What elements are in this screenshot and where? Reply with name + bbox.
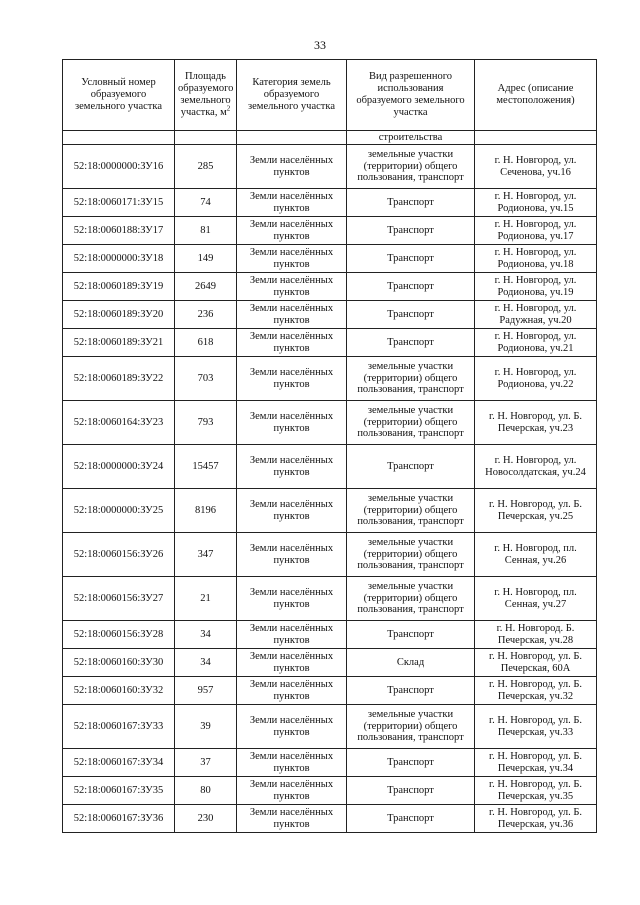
cell-category: Земли населённых пунктов bbox=[237, 245, 347, 273]
cell-category: Земли населённых пунктов bbox=[237, 577, 347, 621]
cell-address: г. Н. Новгород, ул. Родионова, уч.21 bbox=[475, 329, 597, 357]
cell-category: Земли населённых пунктов bbox=[237, 705, 347, 749]
cell-use: Транспорт bbox=[347, 329, 475, 357]
cell-area: 34 bbox=[175, 649, 237, 677]
table-row bbox=[63, 805, 597, 833]
cell-category: Земли населённых пунктов bbox=[237, 217, 347, 245]
cell-number: 52:18:0060156:ЗУ26 bbox=[63, 533, 175, 577]
cell-use: Склад bbox=[347, 649, 475, 677]
cell-category: Земли населённых пунктов bbox=[237, 677, 347, 705]
cell-use: Транспорт bbox=[347, 245, 475, 273]
cell-use: Транспорт bbox=[347, 189, 475, 217]
cell-category: Земли населённых пунктов bbox=[237, 621, 347, 649]
table-row bbox=[63, 649, 597, 677]
cell-category: Земли населённых пунктов bbox=[237, 301, 347, 329]
cell-address: г. Н. Новгород, ул. Б. Печерская, уч.23 bbox=[475, 401, 597, 445]
cell-area: 285 bbox=[175, 145, 237, 189]
cell-address: г. Н. Новгород, ул. Б. Печерская, уч.35 bbox=[475, 777, 597, 805]
cell-address: г. Н. Новгород, пл. Сенная, уч.27 bbox=[475, 577, 597, 621]
cell-category: Земли населённых пунктов bbox=[237, 805, 347, 833]
cell-address: г. Н. Новгород, ул. Б. Печерская, уч.34 bbox=[475, 749, 597, 777]
cell-area: 793 bbox=[175, 401, 237, 445]
cell-number: 52:18:0060167:ЗУ34 bbox=[63, 749, 175, 777]
cell-number: 52:18:0060167:ЗУ33 bbox=[63, 705, 175, 749]
cell-category: Земли населённых пунктов bbox=[237, 777, 347, 805]
cell-address: г. Н. Новгород, ул. Б. Печерская, уч.25 bbox=[475, 489, 597, 533]
cell-area: 15457 bbox=[175, 445, 237, 489]
cell-area: 81 bbox=[175, 217, 237, 245]
cell-area: 230 bbox=[175, 805, 237, 833]
cell-use: земельные участки (территории) общего пользования, транспорт bbox=[347, 401, 475, 445]
cell-number: 52:18:0000000:ЗУ25 bbox=[63, 489, 175, 533]
table-row bbox=[63, 189, 597, 217]
cell-area: 80 bbox=[175, 777, 237, 805]
header-number: Условный номер образуемого земельного участка bbox=[63, 60, 175, 131]
cell-address: г. Н. Новгород, ул. Родионова, уч.17 bbox=[475, 217, 597, 245]
header-use: Вид разрешенного использования образуемого земельного участка bbox=[347, 60, 475, 131]
table-row bbox=[63, 677, 597, 705]
cell-area: 149 bbox=[175, 245, 237, 273]
cell-area: 37 bbox=[175, 749, 237, 777]
cell-number: 52:18:0060167:ЗУ36 bbox=[63, 805, 175, 833]
table-row bbox=[63, 489, 597, 533]
cell-category: Земли населённых пунктов bbox=[237, 273, 347, 301]
cell-area: 703 bbox=[175, 357, 237, 401]
land-plots-table bbox=[62, 59, 597, 833]
cell-use: земельные участки (территории) общего пользования, транспорт bbox=[347, 705, 475, 749]
cell-address: г. Н. Новгород, ул. Родионова, уч.15 bbox=[475, 189, 597, 217]
cell-address: г. Н. Новгород, ул. Б. Печерская, уч.32 bbox=[475, 677, 597, 705]
cell-category: Земли населённых пунктов bbox=[237, 749, 347, 777]
cell-number: 52:18:0060160:ЗУ32 bbox=[63, 677, 175, 705]
cell-number: 52:18:0060156:ЗУ27 bbox=[63, 577, 175, 621]
cell-address: г. Н. Новгород, ул. Сеченова, уч.16 bbox=[475, 145, 597, 189]
cell-address: г. Н. Новгород, ул. Родионова, уч.19 bbox=[475, 273, 597, 301]
cell-use: Транспорт bbox=[347, 273, 475, 301]
cell-category: Земли населённых пунктов bbox=[237, 145, 347, 189]
cell-address bbox=[475, 131, 597, 145]
header-category: Категория земель образуемого земельного участка bbox=[237, 60, 347, 131]
cell-number: 52:18:0060189:ЗУ19 bbox=[63, 273, 175, 301]
cell-address: г. Н. Новгород, ул. Родионова, уч.22 bbox=[475, 357, 597, 401]
cell-address: г. Н. Новгород, ул. Б. Печерская, уч.36 bbox=[475, 805, 597, 833]
cell-area: 347 bbox=[175, 533, 237, 577]
table-row bbox=[63, 533, 597, 577]
cell-use: строительства bbox=[347, 131, 475, 145]
cell-area: 74 bbox=[175, 189, 237, 217]
cell-address: г. Н. Новгород, ул. Радужная, уч.20 bbox=[475, 301, 597, 329]
cell-address: г. Н. Новгород, ул. Б. Печерская, 60А bbox=[475, 649, 597, 677]
cell-category: Земли населённых пунктов bbox=[237, 445, 347, 489]
cell-area bbox=[175, 131, 237, 145]
header-area bbox=[175, 60, 237, 131]
cell-area: 2649 bbox=[175, 273, 237, 301]
table-row bbox=[63, 245, 597, 273]
cell-use: Транспорт bbox=[347, 677, 475, 705]
cell-category: Земли населённых пунктов bbox=[237, 401, 347, 445]
cell-category: Земли населённых пунктов bbox=[237, 533, 347, 577]
cell-use: Транспорт bbox=[347, 805, 475, 833]
cell-use: Транспорт bbox=[347, 749, 475, 777]
cell-category: Земли населённых пунктов bbox=[237, 489, 347, 533]
cell-use: земельные участки (территории) общего пользования, транспорт bbox=[347, 357, 475, 401]
cell-category bbox=[237, 131, 347, 145]
cell-number: 52:18:0060189:ЗУ21 bbox=[63, 329, 175, 357]
cell-area: 236 bbox=[175, 301, 237, 329]
header-address: Адрес (описание местоположения) bbox=[475, 60, 597, 131]
cell-category: Земли населённых пунктов bbox=[237, 329, 347, 357]
cell-address: г. Н. Новгород, ул. Новосолдатская, уч.24 bbox=[475, 445, 597, 489]
cell-address: г. Н. Новгород, пл. Сенная, уч.26 bbox=[475, 533, 597, 577]
table-row bbox=[63, 445, 597, 489]
cell-category: Земли населённых пунктов bbox=[237, 357, 347, 401]
cell-area: 618 bbox=[175, 329, 237, 357]
table-row bbox=[63, 273, 597, 301]
table-header-row bbox=[63, 60, 597, 131]
cell-area: 8196 bbox=[175, 489, 237, 533]
cell-number: 52:18:0060167:ЗУ35 bbox=[63, 777, 175, 805]
page-number: 33 bbox=[314, 38, 326, 52]
cell-address: г. Н. Новгород. Б. Печерская, уч.28 bbox=[475, 621, 597, 649]
cell-use: Транспорт bbox=[347, 445, 475, 489]
cell-use: Транспорт bbox=[347, 217, 475, 245]
cell-use: земельные участки (территории) общего пользования, транспорт bbox=[347, 489, 475, 533]
table-row bbox=[63, 357, 597, 401]
cell-area: 21 bbox=[175, 577, 237, 621]
cell-number: 52:18:0000000:ЗУ16 bbox=[63, 145, 175, 189]
cell-category: Земли населённых пунктов bbox=[237, 189, 347, 217]
table-row bbox=[63, 621, 597, 649]
cell-use: Транспорт bbox=[347, 621, 475, 649]
table-row bbox=[63, 577, 597, 621]
cell-area: 34 bbox=[175, 621, 237, 649]
cell-address: г. Н. Новгород, ул. Б. Печерская, уч.33 bbox=[475, 705, 597, 749]
cell-number: 52:18:0060171:ЗУ15 bbox=[63, 189, 175, 217]
cell-number: 52:18:0000000:ЗУ24 bbox=[63, 445, 175, 489]
cell-number: 52:18:0060156:ЗУ28 bbox=[63, 621, 175, 649]
table-row bbox=[63, 217, 597, 245]
cell-use: земельные участки (территории) общего пользования, транспорт bbox=[347, 533, 475, 577]
table-row bbox=[63, 329, 597, 357]
table-row bbox=[63, 705, 597, 749]
cell-use: Транспорт bbox=[347, 301, 475, 329]
cell-area: 957 bbox=[175, 677, 237, 705]
cell-address: г. Н. Новгород, ул. Родионова, уч.18 bbox=[475, 245, 597, 273]
header-area-text: Площадь образуемого земельного участка, м bbox=[178, 71, 234, 118]
header-area-sup: 2 bbox=[226, 104, 231, 113]
table-row bbox=[63, 749, 597, 777]
cell-use: земельные участки (территории) общего пользования, транспорт bbox=[347, 577, 475, 621]
cell-number: 52:18:0060188:ЗУ17 bbox=[63, 217, 175, 245]
cell-number: 52:18:0060160:ЗУ30 bbox=[63, 649, 175, 677]
cell-area: 39 bbox=[175, 705, 237, 749]
cell-number: 52:18:0000000:ЗУ18 bbox=[63, 245, 175, 273]
table-row bbox=[63, 145, 597, 189]
cell-use: земельные участки (территории) общего пользования, транспорт bbox=[347, 145, 475, 189]
cell-category: Земли населённых пунктов bbox=[237, 649, 347, 677]
cell-number: 52:18:0060189:ЗУ22 bbox=[63, 357, 175, 401]
cell-use: Транспорт bbox=[347, 777, 475, 805]
cell-number: 52:18:0060189:ЗУ20 bbox=[63, 301, 175, 329]
table-row bbox=[63, 777, 597, 805]
table-row bbox=[63, 301, 597, 329]
table-row bbox=[63, 401, 597, 445]
cell-number bbox=[63, 131, 175, 145]
cell-number: 52:18:0060164:ЗУ23 bbox=[63, 401, 175, 445]
continuation-row bbox=[63, 131, 597, 145]
